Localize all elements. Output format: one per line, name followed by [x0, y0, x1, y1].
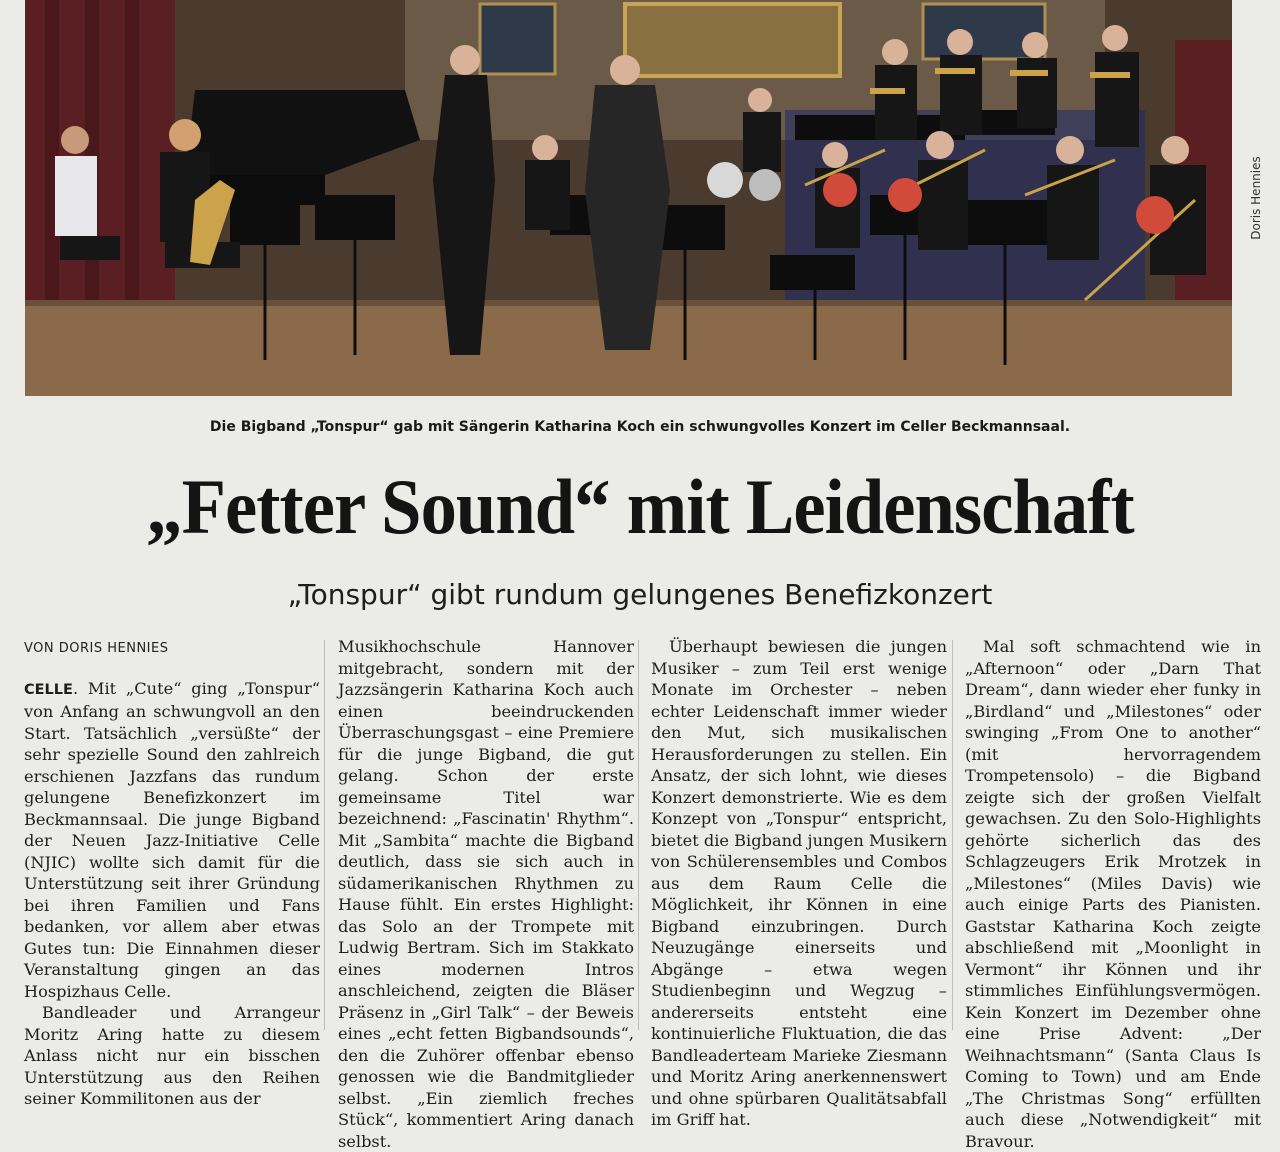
column-divider — [952, 640, 953, 1030]
paragraph: Überhaupt bewiesen die jungen Musiker – zum Teil erst wenige Monate im Orchester – neben echter Leidenschaft immer wieder den Mut, sich musikalischen Herausforderungen zu stellen. Ein Ansatz, der sich lohnt, wie dieses Konzert demonstrierte. Wie es dem Konzept von „Tonspur“ entspricht, bietet die Bigband jungen Musikern von Schülerensembles und Combos aus dem Raum Celle die Möglichkeit, ihr Können in eine Bigband einzubringen. Durch Neuzugänge einerseits und Abgänge – etwa wegen Studienbeginn und Wegzug – andererseits entsteht eine kontinuierliche Fluktuation, die das Bandleaderteam Marieke Ziesmann und Moritz Aring anerkennenswert und ohne spürbaren Qualitätsabfall im Griff hat. — [651, 637, 947, 1129]
article-column-3 — [651, 636, 947, 1131]
article-column-4 — [965, 636, 1261, 1152]
paragraph: Mal soft schmachtend wie in „Afternoon“ oder „Darn That Dream“, dann wieder eher funky in „Birdland“ und „Milestones“ oder swinging „From One to another“ (mit hervorragendem Trompetensolo) – die Bigband zeigte sich der großen Vielfalt gewachsen. Zu den Solo-Highlights gehörte sicherlich das des Schlagzeugers Erik Mrotzek in „Milestones“ (Miles Davis) wie auch einige Parts des Pianisten. Gaststar Katharina Koch zeigte abschließend mit „Moonlight in Vermont“ ihr Können und ihr stimmliches Einfühlungsvermögen. Kein Konzert im Dezember ohne eine Prise Advent: „Der Weihnachtsmann“ (Santa Claus Is Coming to Town) und am Ende „The Christmas Song“ erfüllten auch diese „Notwendigkeit“ mit Bravour. — [965, 637, 1261, 1151]
bigband-stage-image — [25, 0, 1232, 396]
article-column-2 — [338, 636, 634, 1152]
photo-caption: Die Bigband „Tonspur“ gab mit Sängerin Katharina Koch ein schwungvolles Konzert im Celler Beckmannsaal. — [209, 419, 1071, 435]
paragraph: Musikhochschule Hannover mitgebracht, sondern mit der Jazzsängerin Katharina Koch auch einen beeindruckenden Überraschungsgast – eine Premiere für die junge Bigband, die gut gelang. Schon der erste gemeinsame Titel war bezeichnend: „Fascinatin' Rhythm“. Mit „Sambita“ machte die Bigband deutlich, dass sie sich auch in südamerikanischen Rhythmen zu Hause fühlt. Ein erstes Highlight: das Solo an der Trompete mit Ludwig Bertram. Sich im Stakkato eines modernen Intros anschleichend, zeigten die Bläser Präsenz in „Girl Talk“ – der Beweis eines „echt fetten Bigbandsounds“, den die Zuhörer offenbar ebenso genossen wie die Bandmitglieder selbst. „Ein ziemlich freches Stück“, kommentiert Aring danach selbst. — [338, 637, 634, 1151]
article-column-1 — [24, 636, 320, 1110]
photo-credit — [1232, 0, 1280, 396]
byline: VON DORIS HENNIES — [24, 641, 169, 656]
article-headline: „Fetter Sound“ mit Leidenschaft — [146, 463, 1134, 550]
paragraph: Bandleader und Arrangeur Moritz Aring hatte zu diesem Anlass nicht nur ein bisschen Unterstützung aus den Reihen seiner Kommilitonen aus der — [24, 1003, 320, 1108]
photo-credit-text: Doris Hennies — [1249, 156, 1264, 240]
dateline: CELLE — [24, 681, 73, 698]
column-divider — [638, 640, 639, 1030]
article-subheadline: „Tonspur“ gibt rundum gelungenes Benefizkonzert — [287, 578, 993, 611]
column-divider — [324, 640, 325, 1030]
paragraph-text: . Mit „Cute“ ging „Tonspur“ von Anfang an schwungvoll an den Start. Tatsächlich „versüßte“ der sehr spezielle Sound den zahlreich erschienen Jazzfans das rundum gelungene Benefizkonzert im Beckmannsaal. Die junge Bigband der Neuen Jazz-Initiative Celle (NJIC) wollte sich damit für die Unterstützung seit ihrer Gründung bei ihren Familien und Fans bedanken, vor allem aber etwas Gutes tun: Die Einnahmen dieser Veranstaltung gingen an das Hospizhaus Celle. — [24, 678, 320, 1001]
concert-photo — [25, 0, 1232, 396]
paragraph — [24, 678, 320, 1003]
